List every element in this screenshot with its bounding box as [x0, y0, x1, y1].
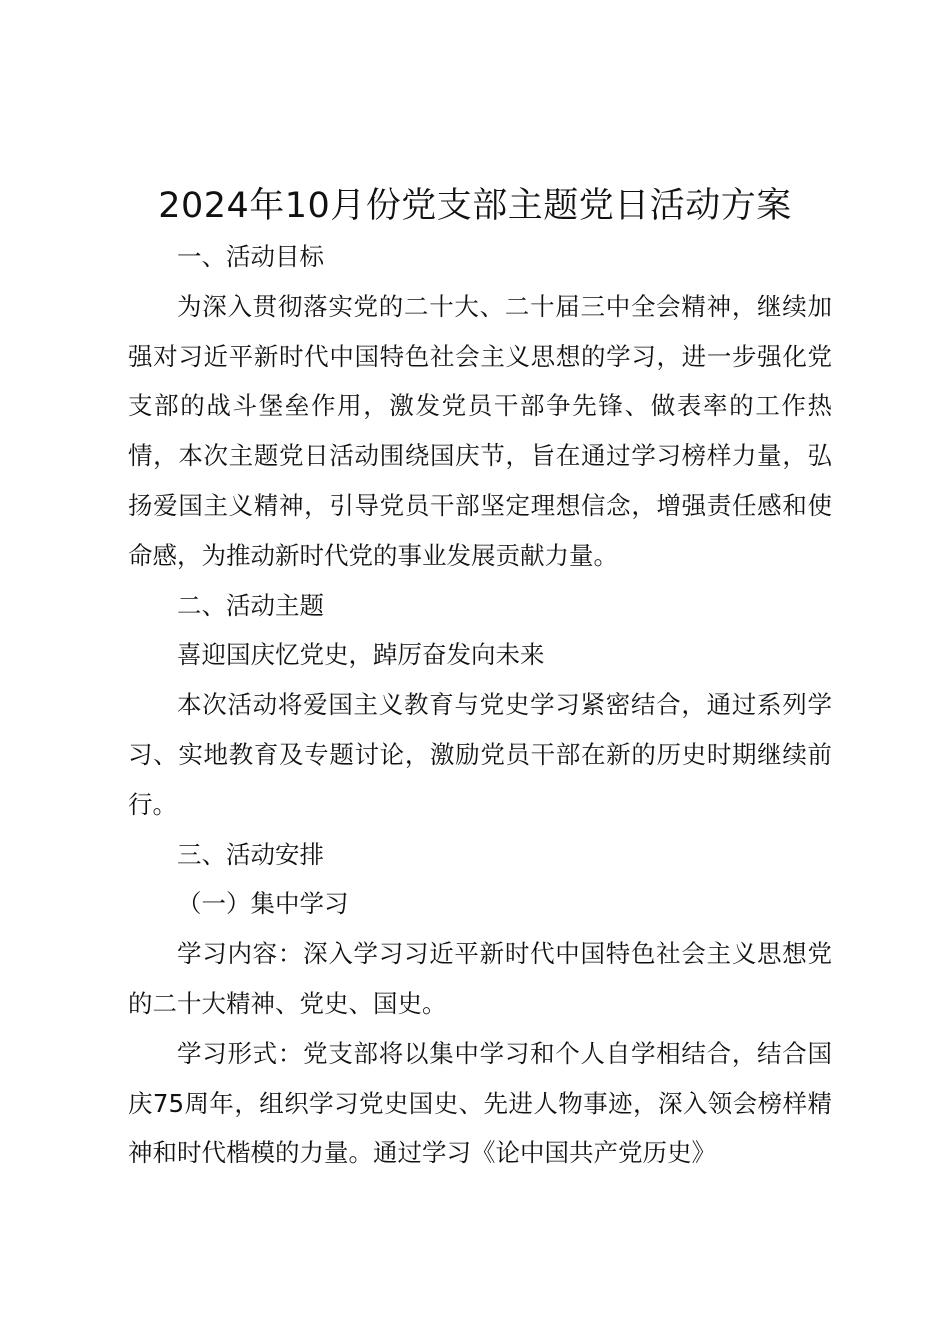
paragraph-study-format: 学习形式：党支部将以集中学习和个人自学相结合，结合国庆75周年，组织学习党史国史、先进人物事迹，深入领会榜样精神和时代楷模的力量。通过学习《论中国共产党历史》 [128, 1038, 832, 1168]
heading-activity-theme: 二、活动主题 [177, 590, 324, 620]
heading-activity-goal: 一、活动目标 [177, 242, 324, 271]
paragraph-activity-goal: 为深入贯彻落实党的二十大、二十届三中全会精神，继续加强对习近平新时代中国特色社会主义思想的学习，进一步强化党支部的战斗堡垒作用，激发党员干部争先锋、做表率的工作热情，本次主题党日活动围绕国庆节，旨在通过学习榜样力量，弘扬爱国主义精神，引导党员干部坚定理想信念，增强责任感和使命感，为推动新时代党的事业发展贡献力量。 [128, 291, 832, 570]
paragraph-study-content: 学习内容：深入学习习近平新时代中国特色社会主义思想党的二十大精神、党史、国史。 [128, 939, 832, 1018]
subheading-centralized-study: （一）集中学习 [177, 889, 349, 919]
paragraph-theme-description: 本次活动将爱国主义教育与党史学习紧密结合，通过系列学习、实地教育及专题讨论，激励党员干部在新的历史时期继续前行。 [128, 690, 832, 819]
paragraph-theme-slogan: 喜迎国庆忆党史，踔厉奋发向未来 [177, 640, 545, 670]
document-title: 2024年10月份党支部主题党日活动方案 [158, 186, 792, 226]
heading-activity-arrangement: 三、活动安排 [177, 839, 324, 869]
document-body [128, 232, 832, 1178]
